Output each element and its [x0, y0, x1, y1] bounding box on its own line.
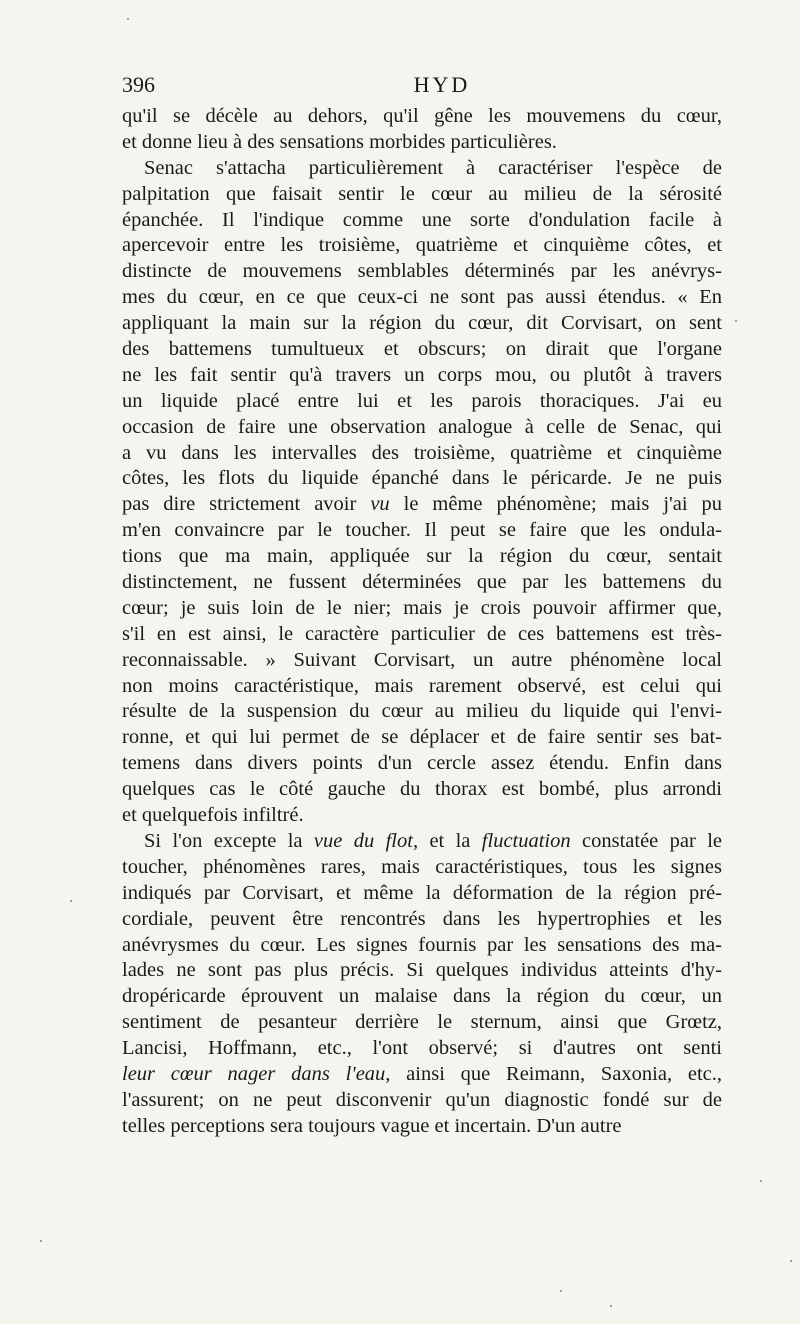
italic-text: leur cœur nager dans l'eau	[122, 1062, 386, 1085]
text-line	[122, 415, 722, 441]
text-segment: appliquant la main sur la région du cœur, dit Corvisart, on sent	[122, 312, 722, 335]
text-line	[122, 130, 722, 156]
paper-speck	[735, 320, 737, 322]
running-title: HYD	[413, 72, 471, 97]
text-segment: sentiment de pesanteur derrière le sternum, ainsi que Grœtz,	[122, 1011, 722, 1034]
text-line	[122, 596, 722, 622]
text-segment: cœur; je suis loin de le nier; mais je crois pouvoir affirmer que,	[122, 596, 722, 619]
text-line	[122, 933, 722, 959]
paper-speck	[127, 18, 129, 20]
text-line	[122, 492, 722, 518]
text-segment: , et la	[412, 829, 482, 852]
text-line	[122, 311, 722, 337]
text-segment: occasion de faire une observation analogue à celle de Senac, qui	[122, 415, 722, 438]
text-line	[122, 725, 722, 751]
paper-speck	[610, 1305, 612, 1307]
text-line	[122, 208, 722, 234]
text-line	[122, 1062, 722, 1088]
text-line	[122, 233, 722, 259]
text-segment: toucher, phénomènes rares, mais caractéristiques, tous les signes	[122, 855, 722, 878]
text-segment: qu'il se décèle au dehors, qu'il gêne les mouvemens du cœur,	[122, 105, 722, 127]
text-segment: reconnaissable. » Suivant Corvisart, un autre phénomène local	[122, 648, 722, 671]
text-segment: anévrysmes du cœur. Les signes fournis par les sensations des ma-	[122, 933, 722, 956]
text-segment: et donne lieu à des sensations morbides particulières.	[122, 130, 557, 153]
text-segment: telles perceptions sera toujours vague et incertain. D'un autre	[122, 1114, 622, 1137]
paragraph	[122, 829, 722, 1140]
text-segment: épanchée. Il l'indique comme une sorte d'ondulation facile à	[122, 208, 722, 231]
text-line	[122, 182, 722, 208]
text-line	[122, 518, 722, 544]
text-segment: distincte de mouvemens semblables déterminés par les anévrys-	[122, 260, 722, 283]
running-head	[122, 72, 722, 102]
text-segment: Lancisi, Hoffmann, etc., l'ont observé; si d'autres ont senti	[122, 1037, 722, 1060]
text-line	[122, 1088, 722, 1114]
paragraph	[122, 156, 722, 829]
italic-text: vue du flot	[313, 829, 413, 852]
paper-speck	[70, 900, 72, 902]
text-segment: tions que ma main, appliquée sur la région du cœur, sentait	[122, 545, 722, 568]
text-line	[122, 674, 722, 700]
text-line	[122, 285, 722, 311]
text-segment: Si l'on excepte la	[144, 829, 314, 852]
text-line	[122, 570, 722, 596]
text-segment: Senac s'attacha particulièrement à caractériser l'espèce de	[144, 156, 722, 179]
text-segment: distinctement, ne fussent déterminées que par les battemens du	[122, 571, 722, 594]
text-line	[122, 751, 722, 777]
text-segment: apercevoir entre les troisième, quatrième et cinquième côtes, et	[122, 234, 722, 257]
text-line	[122, 389, 722, 415]
page-number: 396	[122, 72, 155, 97]
text-segment: dropéricarde éprouvent un malaise dans la région du cœur, un	[122, 985, 722, 1008]
text-segment: pas dire strictement avoir	[122, 493, 371, 516]
text-segment: non moins caractéristique, mais rarement observé, est celui qui	[122, 674, 722, 697]
text-segment: le même phénomène; mais j'ai pu	[389, 493, 722, 516]
text-line	[122, 777, 722, 803]
body-text	[122, 104, 722, 1140]
text-segment: des battemens tumultueux et obscurs; on dirait que l'organe	[122, 338, 722, 361]
text-segment: quelques cas le côté gauche du thorax est bombé, plus arrondi	[122, 778, 722, 801]
text-line	[122, 829, 722, 855]
text-segment: ne les fait sentir qu'à travers un corps mou, ou plutôt à travers	[122, 363, 722, 386]
text-segment: résulte de la suspension du cœur au milieu du liquide qui l'envi-	[122, 700, 722, 723]
text-line	[122, 881, 722, 907]
text-segment: m'en convaincre par le toucher. Il peut se faire que les ondula-	[122, 519, 722, 542]
text-segment: indiqués par Corvisart, et même la déformation de la région pré-	[122, 881, 722, 904]
text-line	[122, 1036, 722, 1062]
text-segment: palpitation que faisait sentir le cœur au milieu de la sérosité	[122, 182, 722, 205]
text-line	[122, 104, 722, 130]
text-line	[122, 648, 722, 674]
text-line	[122, 984, 722, 1010]
text-line	[122, 363, 722, 389]
text-segment: l'assurent; on ne peut disconvenir qu'un diagnostic fondé sur de	[122, 1088, 722, 1111]
paper-speck	[560, 1290, 562, 1292]
text-line	[122, 958, 722, 984]
text-segment: et quelquefois infiltré.	[122, 804, 304, 827]
text-line	[122, 622, 722, 648]
text-segment: ronne, et qui lui permet de se déplacer et de faire sentir ses bat-	[122, 726, 722, 749]
paper-speck	[790, 1260, 792, 1262]
text-segment: un liquide placé entre lui et les parois thoraciques. J'ai eu	[122, 389, 722, 412]
text-line	[122, 466, 722, 492]
text-line	[122, 544, 722, 570]
text-segment: , ainsi que Reimann, Saxonia, etc.,	[385, 1062, 722, 1085]
text-line	[122, 441, 722, 467]
italic-text: fluctuation	[481, 829, 571, 852]
paragraph	[122, 104, 722, 156]
text-segment: lades ne sont pas plus précis. Si quelques individus atteints d'hy-	[122, 959, 722, 982]
text-line	[122, 855, 722, 881]
text-segment: temens dans divers points d'un cercle assez étendu. Enfin dans	[122, 752, 722, 775]
text-segment: s'il en est ainsi, le caractère particulier de ces battemens est très-	[122, 622, 722, 645]
text-line	[122, 1114, 722, 1140]
paper-speck	[760, 1180, 762, 1182]
text-segment: constatée par le	[570, 829, 722, 852]
text-segment: mes du cœur, en ce que ceux-ci ne sont pas aussi étendus. « En	[122, 286, 722, 309]
text-line	[122, 156, 722, 182]
text-segment: a vu dans les intervalles des troisième, quatrième et cinquième	[122, 441, 722, 464]
text-segment: cordiale, peuvent être rencontrés dans les hypertrophies et les	[122, 907, 722, 930]
text-line	[122, 803, 722, 829]
italic-text: vu	[370, 493, 390, 516]
text-line	[122, 1010, 722, 1036]
text-segment: côtes, les flots du liquide épanché dans le péricarde. Je ne puis	[122, 467, 722, 490]
paper-speck	[40, 1240, 42, 1242]
text-line	[122, 259, 722, 285]
text-line	[122, 907, 722, 933]
text-line	[122, 337, 722, 363]
text-line	[122, 699, 722, 725]
